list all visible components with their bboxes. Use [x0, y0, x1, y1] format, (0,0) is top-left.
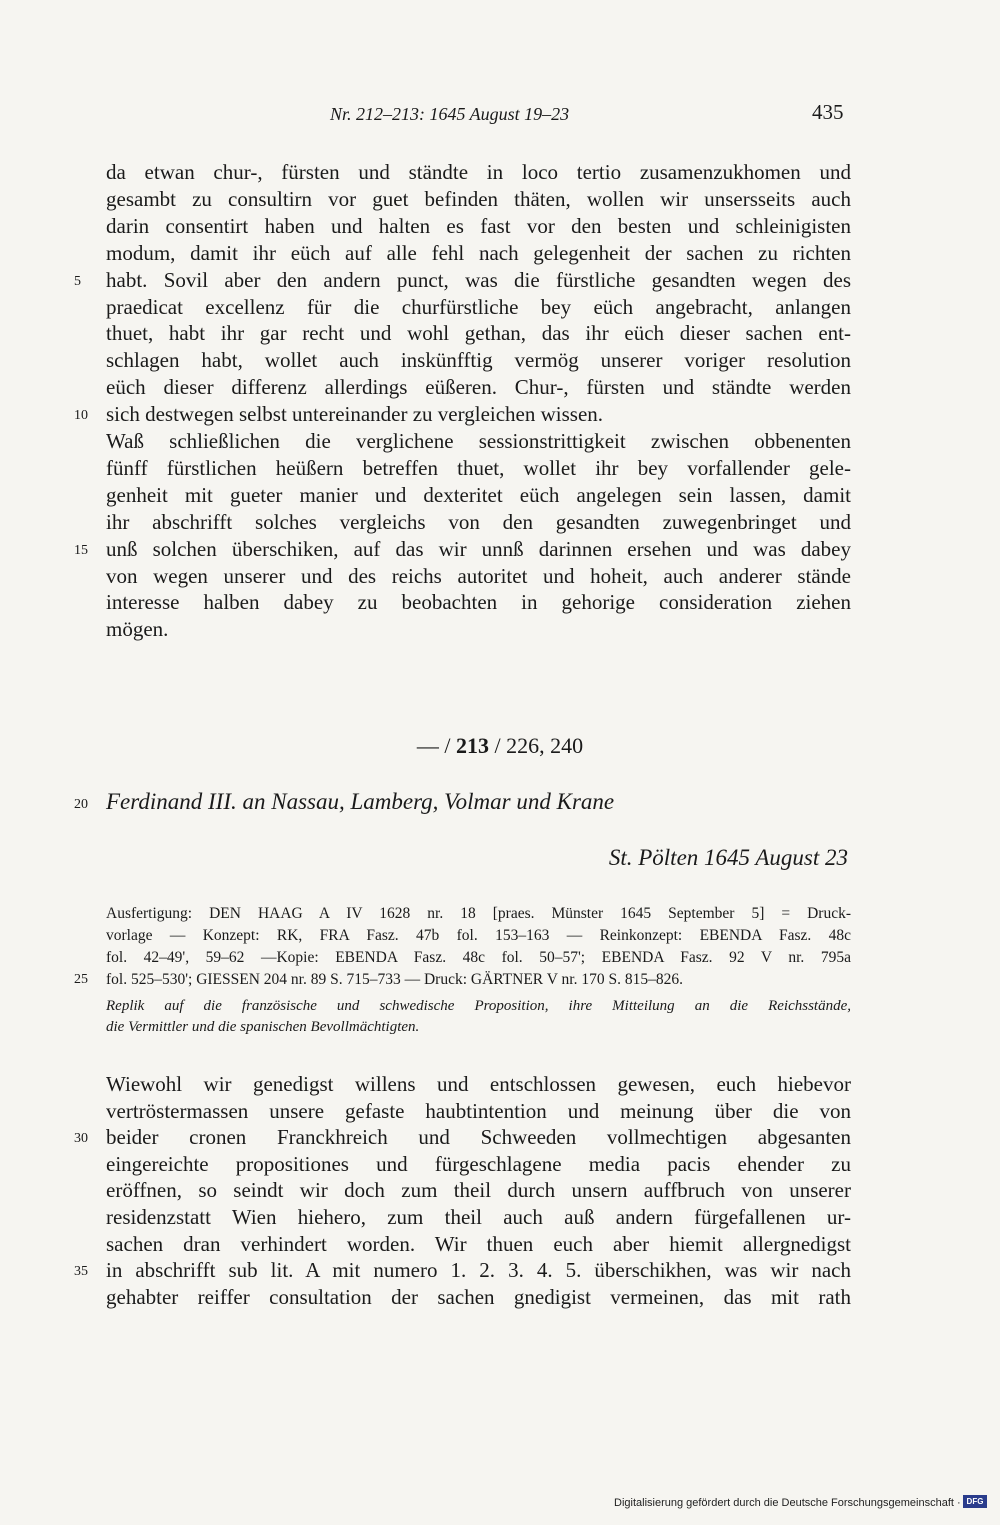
line-number: 15 [74, 542, 88, 558]
text-line: sachen dran verhindert worden. Wir thuen euch aber hiemit allergnedigst [106, 1231, 851, 1256]
text-line: beider cronen Franckhreich und Schweeden vollmechtigen abgesanten [106, 1125, 851, 1150]
text-line: Replik auf die französische und schwedische Proposition, ihre Mitteilung an die Reichsstände, [106, 998, 851, 1014]
running-header: Nr. 212–213: 1645 August 19–23 [330, 104, 570, 124]
doc-number-sep1: / [444, 733, 451, 758]
text-line: vertröstermassen unsere gefaste haubtintention und meinung über die von [106, 1098, 851, 1123]
text-line: da etwan chur-, fürsten und ständte in loco tertio zusamenzukhomen und [106, 160, 851, 184]
text-line: unß solchen überschiken, auf das wir unnß darinnen ersehen und was dabey [106, 536, 851, 561]
text-line: von wegen unserer und des reichs autoritet und hoheit, auch anderer stände [106, 563, 851, 588]
line-number: 30 [74, 1131, 88, 1147]
text-line: eüch dieser differenz allerdings eüßeren. Chur-, fürsten und ständte werden [106, 375, 851, 400]
text-line: eingereichte propositiones und fürgeschlagene media pacis ehender zu [106, 1151, 851, 1176]
doc-number-dash: — [416, 733, 439, 758]
text-line: praedicat excellenz für die churfürstliche bey eüch angebracht, anlangen [106, 294, 851, 319]
text-line: residenzstatt Wien hiehero, zum theil auch auß andern fürgefallenen ur- [106, 1205, 851, 1229]
text-line: Ausfertigung: DEN HAAG A IV 1628 nr. 18 [praes. Münster 1645 September 5] = Druck- [106, 905, 851, 922]
text-line: genheit mit gueter manier und dexteritet eüch angelegen sein lassen, damit [106, 482, 851, 507]
line-number: 20 [74, 797, 88, 812]
text-line: fol. 42–49', 59–62 —Kopie: EBENDA Fasz. 48c fol. 50–57'; EBENDA Fasz. 92 V nr. 795a [106, 949, 851, 966]
text-line: modum, damit ihr eüch auf alle fehl nach gelegenheit der sachen zu richten [106, 240, 851, 265]
text-line: gesambt zu consultirn vor guet befinden thäten, wollen wir unsersseits auch [106, 186, 851, 211]
line-number: 5 [74, 273, 81, 289]
text-line: Wiewohl wir genedigst willens und entschlossen gewesen, euch hiebevor [106, 1072, 851, 1096]
text-line: schlagen habt, wollet auch inskünfftig vermög unserer voriger resolution [106, 348, 851, 373]
text-line: habt. Sovil aber den andern punct, was die fürstliche gesandten wegen des [106, 267, 851, 292]
text-line: vorlage — Konzept: RK, FRA Fasz. 47b fol. 153–163 — Reinkonzept: EBENDA Fasz. 48c [106, 927, 851, 944]
text-line: darin consentirt haben und halten es fast vor den besten und schleinigisten [106, 213, 851, 238]
text-line: mögen. [106, 617, 169, 642]
line-number: 10 [74, 408, 88, 424]
text-line: die Vermittler und die spanischen Bevollmächtigten. [106, 1018, 420, 1035]
text-line: Waß schließlichen die verglichene sessionstrittigkeit zwischen obbenenten [106, 429, 851, 453]
line-number: 25 [74, 972, 88, 987]
digitization-credit: Digitalisierung gefördert durch die Deutsche Forschungsgemeinschaft · [614, 1497, 961, 1509]
document-place-date: St. Pölten 1645 August 23 [608, 845, 848, 870]
text-line: gehabter reiffer consultation der sachen gnedigist vermeinen, das mit rath [106, 1284, 851, 1309]
page-number: 435 [812, 100, 844, 124]
line-number: 35 [74, 1264, 88, 1280]
text-line: sich destwegen selbst untereinander zu vergleichen wissen. [106, 402, 604, 427]
text-line: in abschrifft sub lit. A mit numero 1. 2. 3. 4. 5. überschikhen, was wir nach [106, 1258, 851, 1283]
doc-number-refs: 226, 240 [506, 733, 584, 758]
dfg-logo: DFG [963, 1495, 987, 1508]
document-title: Ferdinand III. an Nassau, Lamberg, Volmar und Krane [106, 789, 615, 814]
doc-number-sep2: / [494, 733, 501, 758]
text-line: ihr abschrifft solches vergleichs von den gesandten zuwegenbringet und [106, 509, 851, 534]
text-line: fol. 525–530'; GIESSEN 204 nr. 89 S. 715–733 — Druck: GÄRTNER V nr. 170 S. 815–826. [106, 971, 683, 988]
document-number-heading [0, 733, 1000, 759]
text-line: fünff fürstlichen heüßern betreffen thuet, wollet ihr bey vorfallender gele- [106, 455, 851, 480]
doc-number: 213 [456, 733, 489, 758]
text-line: interesse halben dabey zu beobachten in gehorige consideration ziehen [106, 590, 851, 615]
text-line: thuet, habt ihr gar recht und wohl gethan, das ihr eüch dieser sachen ent- [106, 321, 851, 346]
text-line: eröffnen, so seindt wir doch zum theil durch unsern auffbruch von unserer [106, 1178, 851, 1203]
